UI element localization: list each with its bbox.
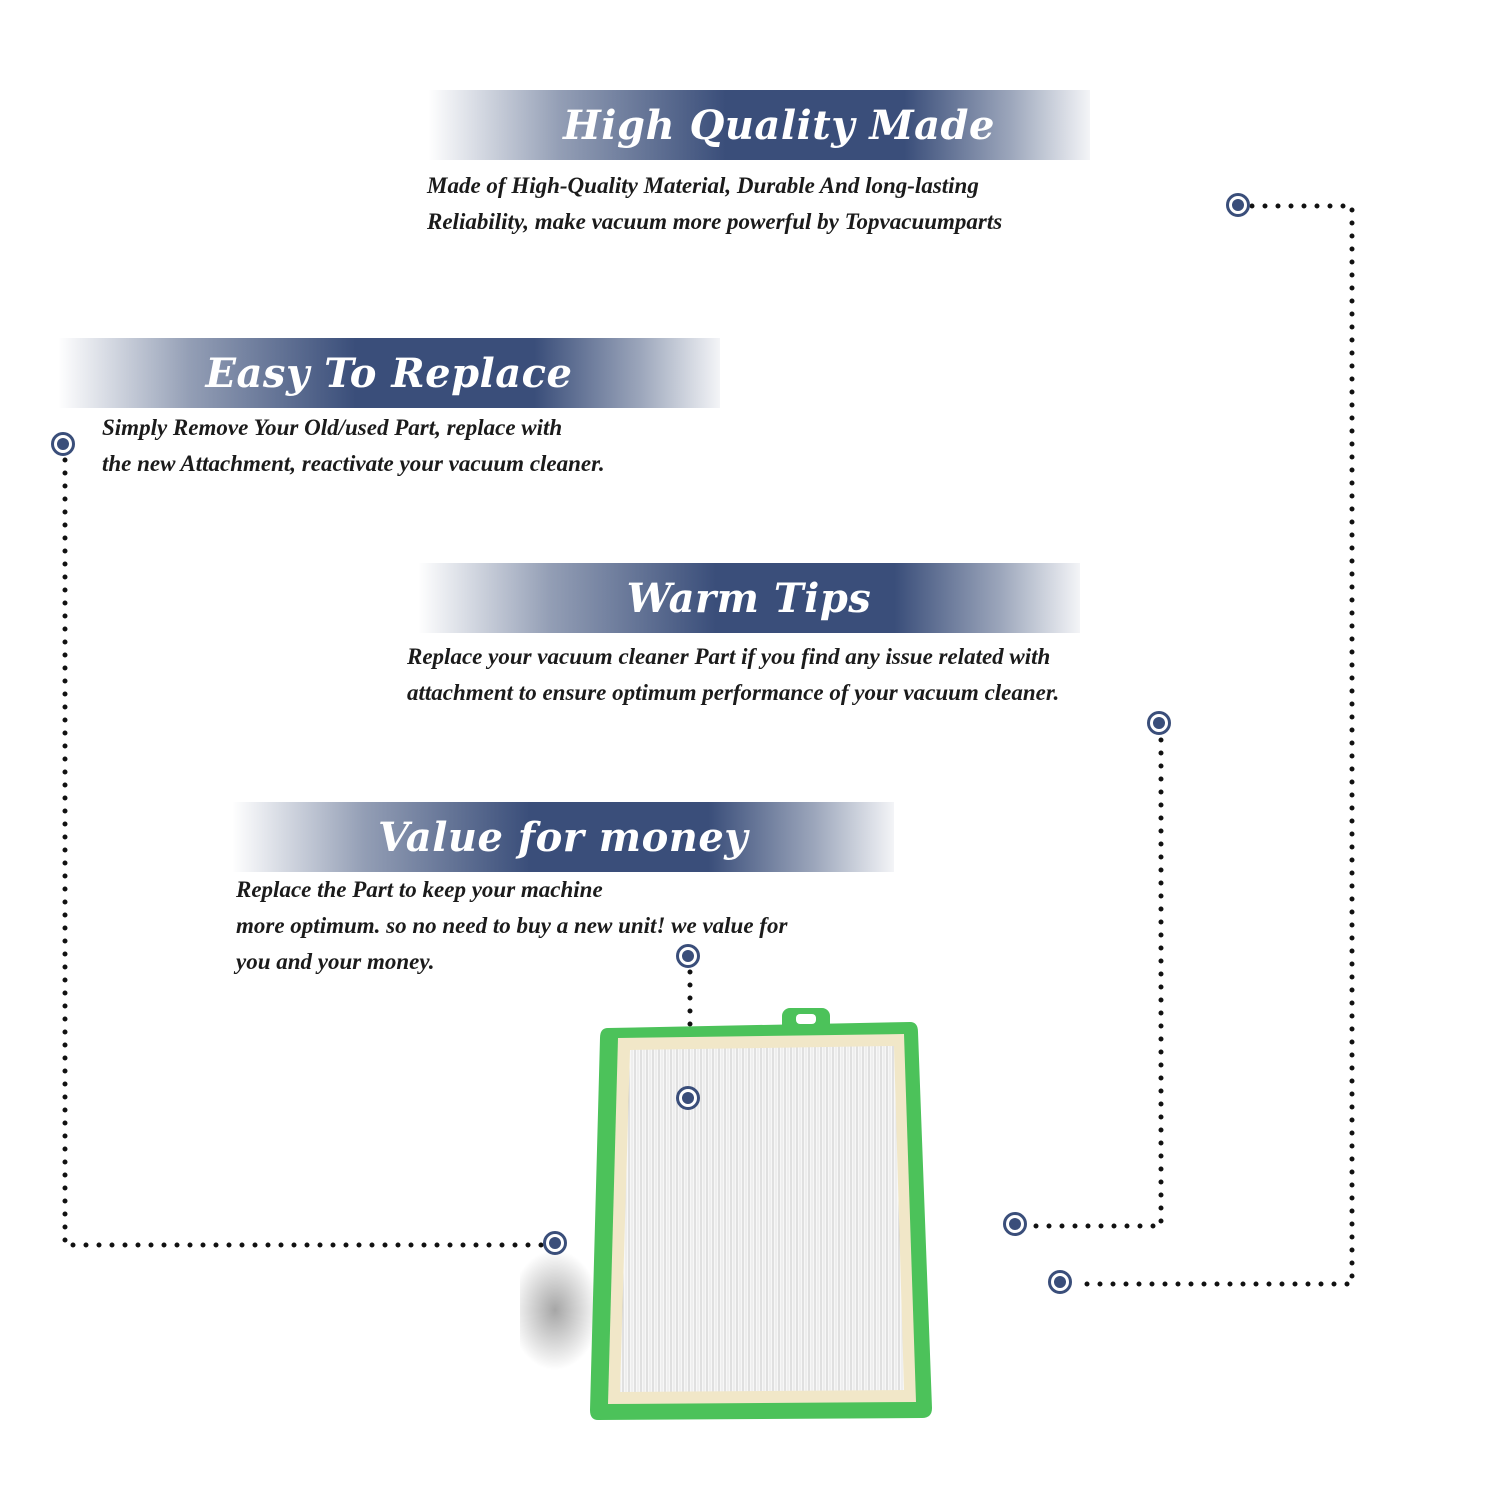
replace-target-marker (543, 1231, 567, 1255)
quality-marker (1226, 193, 1250, 217)
replace-line-2: the new Attachment, reactivate your vacuum cleaner. (102, 451, 605, 476)
replace-marker (51, 432, 75, 456)
value-line-1: Replace the Part to keep your machine (236, 877, 603, 902)
hepa-filter-image (520, 990, 960, 1450)
quality-connector (1076, 206, 1352, 1284)
replace-line-1: Simply Remove Your Old/used Part, replace with (102, 415, 563, 440)
value-description (236, 872, 787, 980)
replace-description (102, 410, 605, 482)
value-title: Value for money (377, 813, 749, 861)
tips-marker (1147, 711, 1171, 735)
tips-banner (418, 563, 1080, 633)
value-line-3: you and your money. (236, 949, 435, 974)
value-line-2: more optimum. so no need to buy a new unit! we value for (236, 913, 788, 938)
quality-line-2: Reliability, make vacuum more powerful by Topvacuumparts (427, 209, 1003, 234)
replace-title: Easy To Replace (205, 349, 573, 397)
quality-banner (428, 90, 1090, 160)
value-banner (232, 802, 894, 872)
tips-line-1: Replace your vacuum cleaner Part if you find any issue related with (407, 644, 1051, 669)
quality-title: High Quality Made (563, 101, 995, 149)
tips-target-marker (1003, 1212, 1027, 1236)
tips-line-2: attachment to ensure optimum performance of your vacuum cleaner. (407, 680, 1060, 705)
quality-line-1: Made of High-Quality Material, Durable And long-lasting (427, 173, 979, 198)
tips-title: Warm Tips (626, 574, 872, 622)
quality-target-marker (1048, 1270, 1072, 1294)
quality-description (427, 168, 1002, 240)
tips-description (407, 639, 1059, 711)
replace-banner (58, 338, 720, 408)
tips-connector (1032, 740, 1161, 1226)
value-target-marker (676, 1086, 700, 1110)
